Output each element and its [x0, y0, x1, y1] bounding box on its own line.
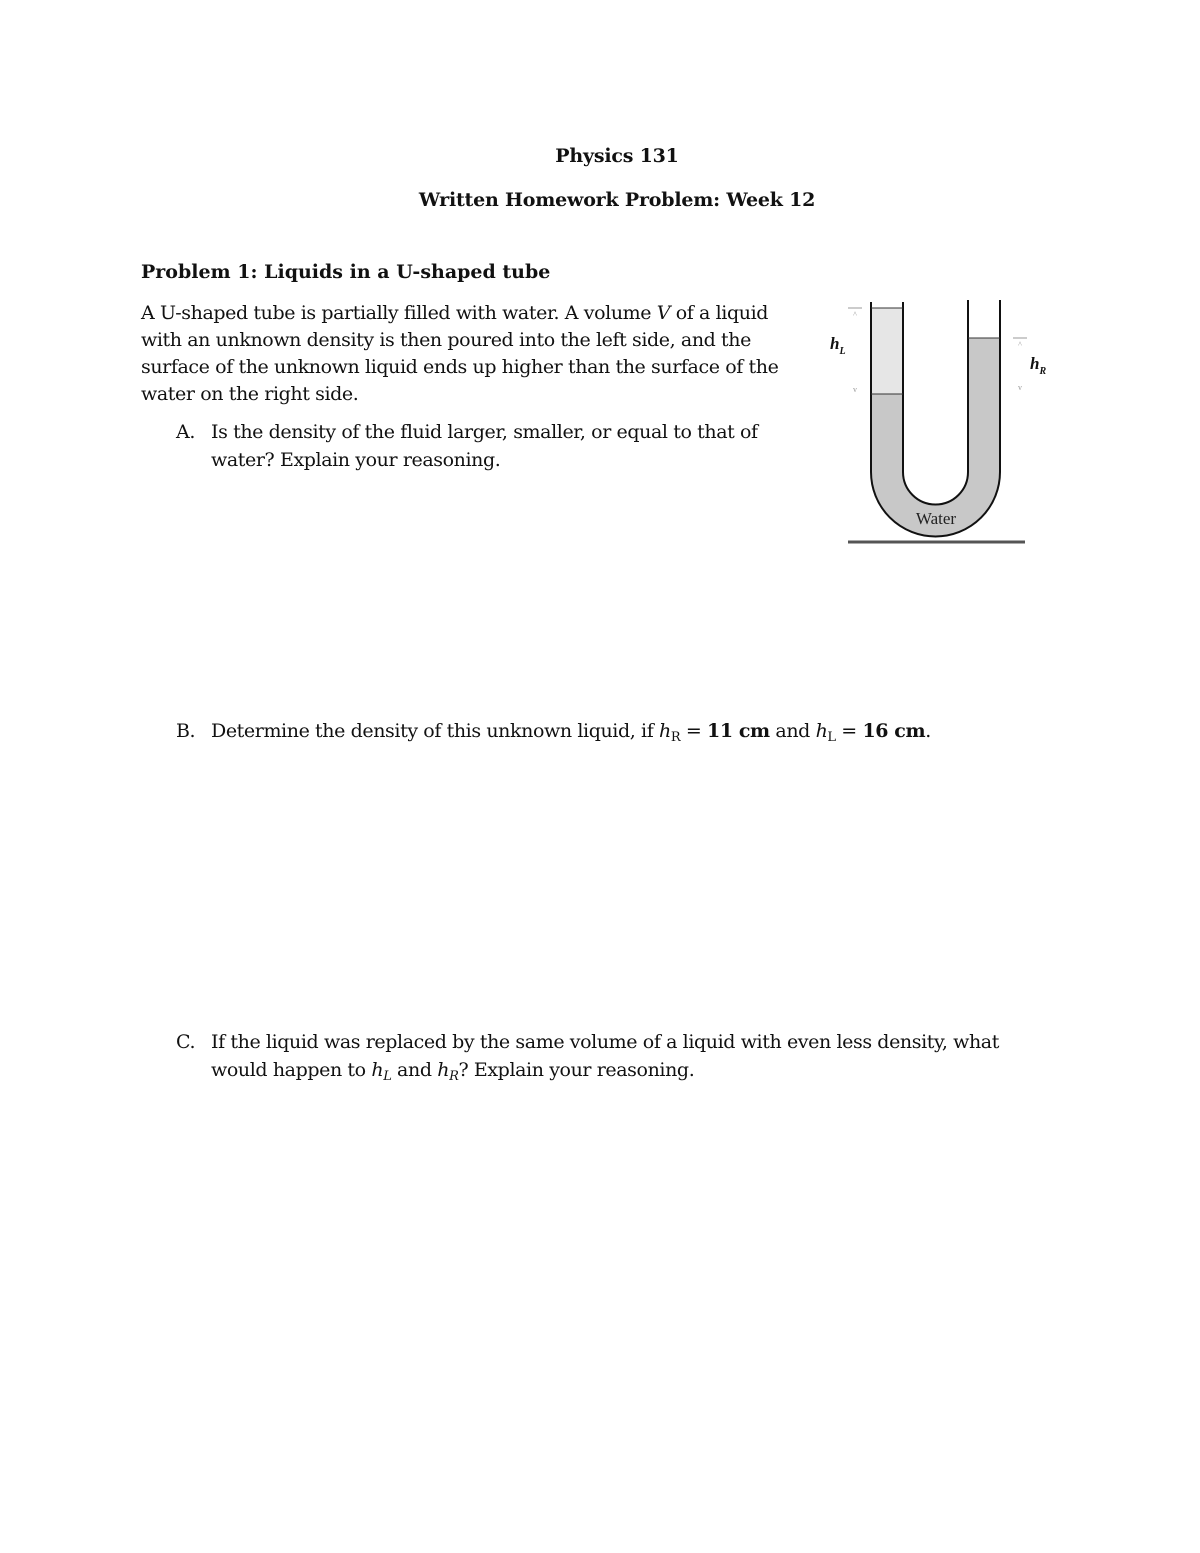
course-title: Physics 131	[555, 145, 679, 167]
equals-sign: =	[835, 720, 863, 742]
h-l-top-arrow: ^	[853, 310, 857, 319]
h-l-label-sub: L	[839, 346, 846, 357]
h-l-value: 16 cm	[862, 720, 926, 742]
part-b-line	[211, 717, 931, 752]
h-r-variable: h	[437, 1059, 450, 1081]
part-c-line-1: If the liquid was replaced by the same volume of a liquid with even less density, what	[211, 1031, 999, 1053]
intro-line-2: with an unknown density is then poured into the left side, and the	[141, 329, 751, 351]
h-l-bottom-arrow: v	[853, 385, 857, 394]
part-b-text: Determine the density of this unknown liquid, if	[211, 720, 659, 742]
part-c-text: and	[391, 1059, 438, 1081]
part-c-marker: C.	[176, 1031, 196, 1053]
part-a-marker: A.	[176, 421, 195, 443]
part-c-line-2	[211, 1056, 999, 1091]
h-r-label-main: h	[1030, 354, 1040, 373]
h-r-variable: h	[658, 720, 671, 742]
h-l-subscript: L	[383, 1069, 392, 1084]
h-r-label	[1030, 354, 1046, 377]
intro-line-1	[141, 300, 831, 327]
h-l-label	[830, 334, 846, 357]
equals-sign: =	[680, 720, 708, 742]
h-l-label-main: h	[830, 334, 840, 353]
tube-inner-wall	[903, 300, 968, 505]
intro-line-3: surface of the unknown liquid ends up higher than the surface of the	[141, 356, 779, 378]
h-r-value: 11 cm	[707, 720, 770, 742]
h-l-variable: h	[815, 720, 828, 742]
water-label: Water	[915, 509, 957, 528]
problem-intro	[141, 300, 831, 408]
unknown-liquid-column	[871, 308, 903, 394]
assignment-title: Written Homework Problem: Week 12	[418, 189, 816, 211]
intro-text: A U-shaped tube is partially filled with water. A volume	[141, 302, 657, 324]
h-r-top-arrow: ^	[1018, 340, 1022, 349]
intro-text: of a liquid	[670, 302, 769, 324]
h-r-subscript: R	[449, 1069, 459, 1084]
intro-line-4: water on the right side.	[141, 383, 359, 405]
part-a-line-2: water? Explain your reasoning.	[211, 449, 501, 471]
problem-heading: Problem 1: Liquids in a U-shaped tube	[141, 261, 551, 283]
h-l-subscript: L	[827, 730, 836, 745]
volume-variable: V	[656, 302, 671, 324]
u-tube-diagram	[820, 292, 1060, 552]
part-c-text: ? Explain your reasoning.	[458, 1059, 695, 1081]
part-b-marker: B.	[176, 720, 196, 742]
h-l-variable: h	[371, 1059, 384, 1081]
part-b-text: and	[769, 720, 816, 742]
part-a-line-1: Is the density of the fluid larger, smaller, or equal to that of	[211, 421, 758, 443]
part-b-text: .	[925, 720, 931, 742]
h-r-bottom-arrow: v	[1018, 383, 1022, 392]
h-r-label-sub: R	[1039, 366, 1047, 377]
part-c-text: would happen to	[211, 1059, 372, 1081]
h-r-subscript: R	[670, 730, 681, 745]
